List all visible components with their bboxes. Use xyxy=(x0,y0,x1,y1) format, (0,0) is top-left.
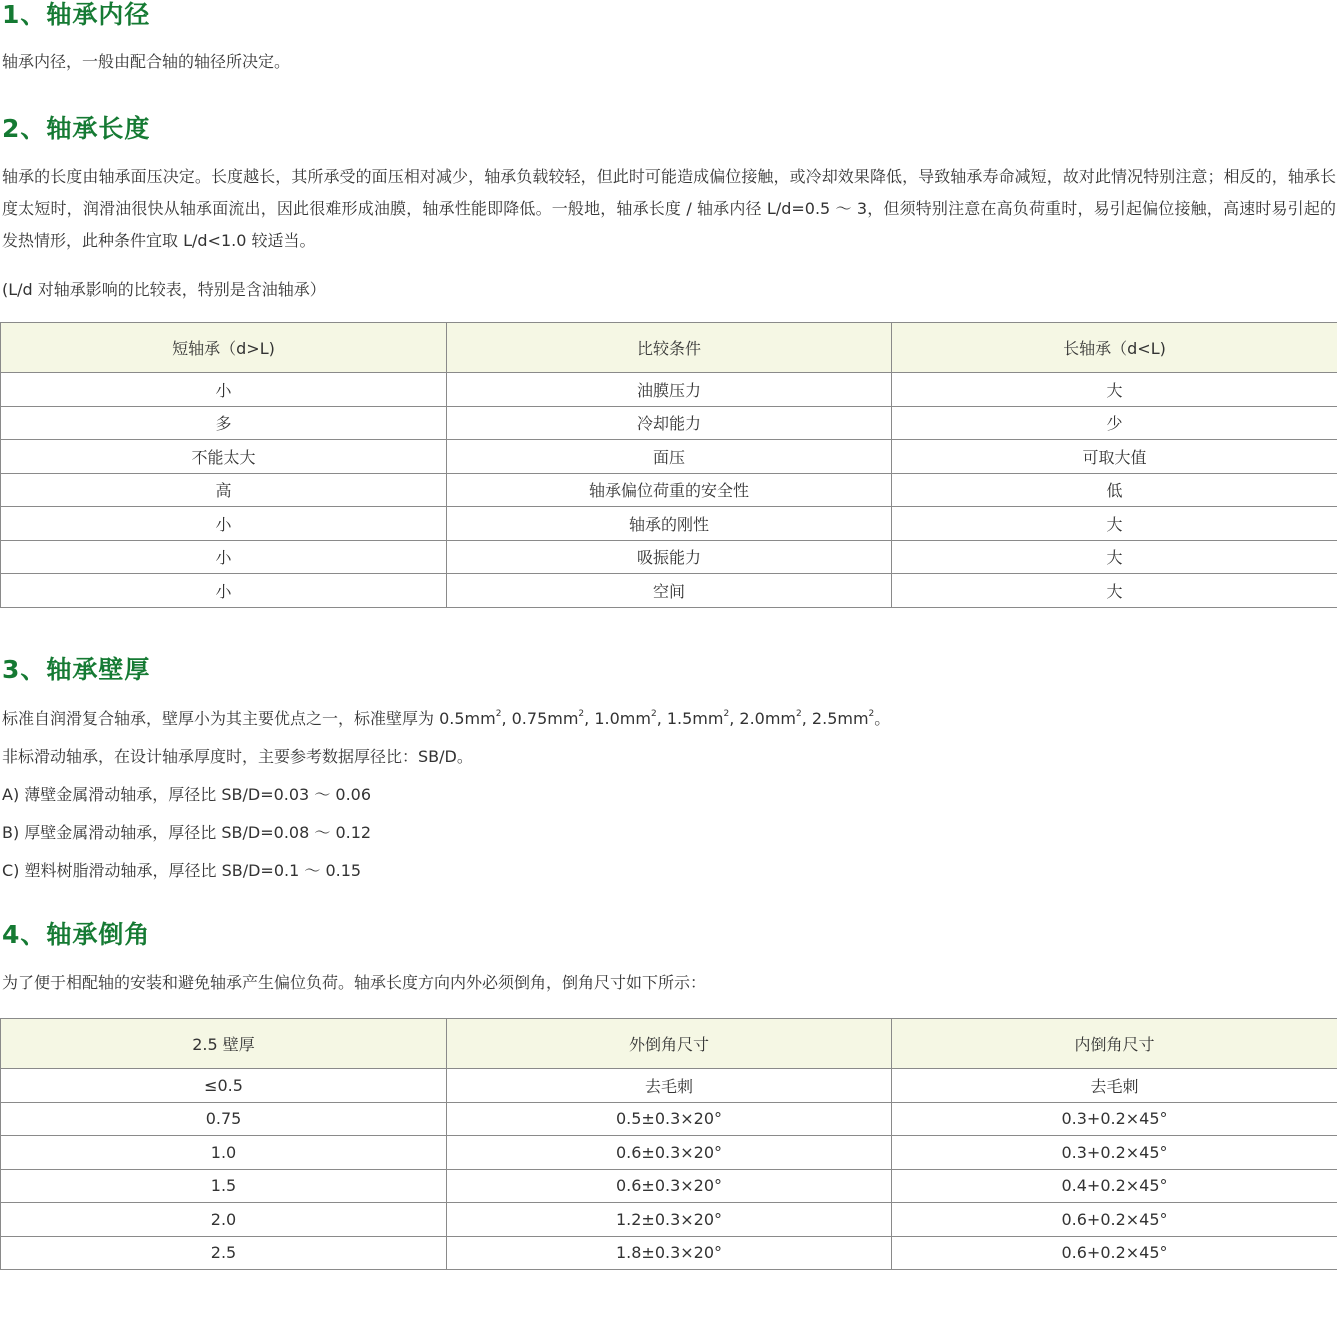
ld-comparison-table xyxy=(0,322,1337,608)
table-cell: 小 xyxy=(1,373,447,407)
standard-thickness-intro: 标准自润滑复合轴承，壁厚小为其主要优点之一，标准壁厚为 xyxy=(2,709,440,728)
table-cell: 大 xyxy=(892,574,1337,608)
table-cell: 轴承偏位荷重的安全性 xyxy=(447,473,892,507)
table-cell: 去毛刺 xyxy=(892,1069,1337,1103)
table-cell: 0.6+0.2×45° xyxy=(892,1236,1337,1270)
section-3-line-2: 非标滑动轴承，在设计轴承厚度时，主要参考数据厚径比：SB/D。 xyxy=(2,747,473,766)
table-header-cell: 短轴承（d>L) xyxy=(1,323,447,373)
thickness-value: $1.0mm^2$ xyxy=(594,708,657,728)
section-1-heading: 1、轴承内径 xyxy=(2,0,151,29)
thickness-value: $0.5mm^2$ xyxy=(439,708,502,728)
table-cell: 少 xyxy=(892,406,1337,440)
table-cell: 0.3+0.2×45° xyxy=(892,1102,1337,1136)
thickness-value: $2.5mm^2$ xyxy=(811,708,875,728)
chamfer-size-table xyxy=(0,1018,1337,1270)
table-cell: 小 xyxy=(1,507,447,541)
section-2-heading: 2、轴承长度 xyxy=(2,114,151,143)
table-row xyxy=(1,540,1337,574)
table-row xyxy=(1,507,1337,541)
table-cell: 0.4+0.2×45° xyxy=(892,1169,1337,1203)
table-cell: 0.6+0.2×45° xyxy=(892,1203,1337,1237)
table-cell: 冷却能力 xyxy=(447,406,892,440)
thickness-superscript: 2 xyxy=(868,708,875,719)
table-cell: 小 xyxy=(1,540,447,574)
table-header-cell: 内倒角尺寸 xyxy=(892,1019,1337,1069)
table-cell: 高 xyxy=(1,473,447,507)
table-row xyxy=(1,1102,1337,1136)
table-cell: 0.75 xyxy=(1,1102,447,1136)
table-row xyxy=(1,1136,1337,1170)
thickness-superscript: 2 xyxy=(723,708,730,719)
table-header-cell: 长轴承（d<L) xyxy=(892,323,1337,373)
thickness-superscript: 2 xyxy=(578,708,585,719)
section-3-line-4: B) 厚壁金属滑动轴承，厚径比 SB/D=0.08 ～ 0.12 xyxy=(2,823,372,842)
section-1-text: 轴承内径，一般由配合轴的轴径所决定。 xyxy=(2,52,291,71)
table-cell: 大 xyxy=(892,373,1337,407)
section-4-text: 为了便于相配轴的安装和避免轴承产生偏位负荷。轴承长度方向内外必须倒角，倒角尺寸如下所示： xyxy=(2,973,707,992)
thickness-value: $1.5mm^2$ xyxy=(666,708,730,728)
table-cell: 0.6±0.3×20° xyxy=(447,1169,892,1203)
thickness-superscript: 2 xyxy=(495,708,502,719)
table-cell: 1.8±0.3×20° xyxy=(447,1236,892,1270)
table-cell: 1.0 xyxy=(1,1136,447,1170)
table-row xyxy=(1,406,1337,440)
thickness-superscript: 2 xyxy=(650,708,657,719)
table-cell: 1.2±0.3×20° xyxy=(447,1203,892,1237)
table-cell: 大 xyxy=(892,507,1337,541)
table-header-row xyxy=(1,1019,1337,1069)
table-header-row xyxy=(1,323,1337,373)
table-cell: 0.3+0.2×45° xyxy=(892,1136,1337,1170)
table-row xyxy=(1,1236,1337,1270)
thickness-superscript: 2 xyxy=(796,708,802,719)
table-cell: 面压 xyxy=(447,440,892,474)
table-cell: 油膜压力 xyxy=(447,373,892,407)
table-row xyxy=(1,1203,1337,1237)
table-cell: 可取大值 xyxy=(892,440,1337,474)
table-row xyxy=(1,440,1337,474)
table-cell: 空间 xyxy=(447,574,892,608)
thickness-value: $2.0mm^2$ xyxy=(739,708,802,728)
section-3-line-3: A) 薄壁金属滑动轴承，厚径比 SB/D=0.03 ～ 0.06 xyxy=(2,785,372,804)
thickness-list: $0.5mm^2$, $0.75mm^2$, $1.0mm^2$, $1.5mm^2$, $2.0mm^2$, $2.5mm^2$ xyxy=(439,708,875,728)
table-cell: 2.5 xyxy=(1,1236,447,1270)
table-cell: 吸振能力 xyxy=(447,540,892,574)
table-row xyxy=(1,1069,1337,1103)
table-cell: ≤0.5 xyxy=(1,1069,447,1103)
table-cell: 大 xyxy=(892,540,1337,574)
table-header-cell: 外倒角尺寸 xyxy=(447,1019,892,1069)
table-row xyxy=(1,1169,1337,1203)
thickness-value: $0.75mm^2$ xyxy=(511,708,585,728)
table-cell: 0.6±0.3×20° xyxy=(447,1136,892,1170)
table-header-cell: 2.5 壁厚 xyxy=(1,1019,447,1069)
section-3-line-5: C) 塑料树脂滑动轴承，厚径比 SB/D=0.1 ～ 0.15 xyxy=(2,861,362,880)
table-cell: 多 xyxy=(1,406,447,440)
section-3-line-1 xyxy=(2,703,890,735)
table-row xyxy=(1,373,1337,407)
table-cell: 低 xyxy=(892,473,1337,507)
table-row xyxy=(1,574,1337,608)
table-header-cell: 比较条件 xyxy=(447,323,892,373)
table-cell: 小 xyxy=(1,574,447,608)
table-cell: 不能太大 xyxy=(1,440,447,474)
standard-thickness-end: 。 xyxy=(874,709,891,728)
table-cell: 2.0 xyxy=(1,1203,447,1237)
section-3-heading: 3、轴承壁厚 xyxy=(2,655,151,684)
table-cell: 1.5 xyxy=(1,1169,447,1203)
table-cell: 去毛刺 xyxy=(447,1069,892,1103)
table-cell: 0.5±0.3×20° xyxy=(447,1102,892,1136)
section-4-heading: 4、轴承倒角 xyxy=(2,920,151,949)
section-2-caption: (L/d 对轴承影响的比较表，特别是含油轴承） xyxy=(2,280,326,299)
table-row xyxy=(1,473,1337,507)
table-cell: 轴承的刚性 xyxy=(447,507,892,541)
section-2-text: 轴承的长度由轴承面压决定。长度越长，其所承受的面压相对减少，轴承负载较轻，但此时可能造成偏位接触，或冷却效果降低，导致轴承寿命减短，故对此情况特别注意；相反的，轴承长度太短时，润滑油很快从轴承面流出，因此很难形成油膜，轴承性能即降低。一般地，轴承长度 / 轴承内径 L/d=0.5 ～ 3，但须特别注意在高负荷重时，易引起偏位接触，高速时易引起的发热情形，此种条件宜取 L/d<1.0 较适当。 xyxy=(2,167,1336,250)
